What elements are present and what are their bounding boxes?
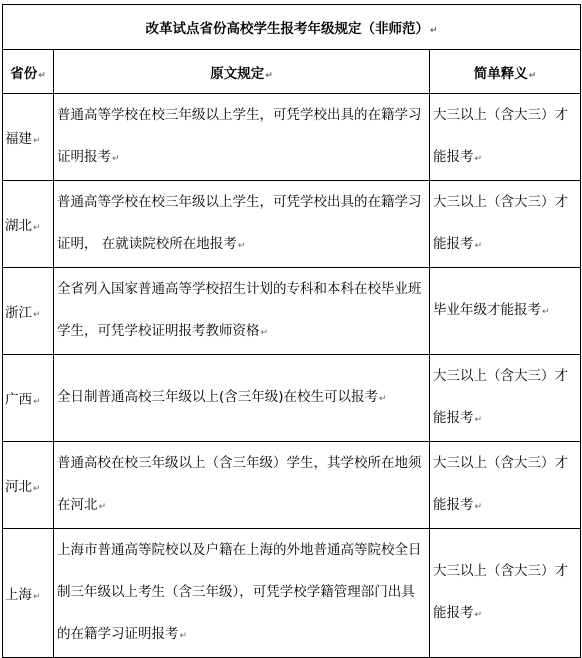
paragraph-mark: ↵	[429, 26, 438, 36]
original-cell: 普通高等学校在校三年级以上学生，可凭学校出具的在籍学习证明， 在就读院校所在地报考↵	[54, 181, 430, 268]
explanation-cell: 大三以上（含大三）才能报考↵	[430, 442, 581, 529]
table-row	[3, 181, 581, 268]
header-row	[3, 50, 581, 94]
table-title: 改革试点省份高校学生报考年级规定（非师范）	[145, 21, 429, 37]
original-cell: 全日制普通高校三年级以上(含三年级)在校生可以报考↵	[54, 355, 430, 442]
province-cell: 河北↵	[3, 442, 54, 529]
table-title-cell	[3, 5, 581, 50]
explanation-cell: 大三以上（含大三）才能报考↵	[430, 529, 581, 658]
province-cell: 浙江↵	[3, 268, 54, 355]
original-cell: 普通高校在校三年级以上（含三年级）学生，其学校所在地须在河北↵	[54, 442, 430, 529]
regulation-table	[2, 4, 581, 658]
header-explanation: 简单释义↵	[430, 50, 581, 94]
original-cell: 上海市普通高等院校以及户籍在上海的外地普通高等院校全日制三年级以上考生（含三年级），可凭学校学籍管理部门出具的在籍学习证明报考↵	[54, 529, 430, 658]
table-row	[3, 355, 581, 442]
title-row	[3, 5, 581, 50]
province-cell: 上海↵	[3, 529, 54, 658]
table-row	[3, 268, 581, 355]
table-row	[3, 529, 581, 658]
header-original: 原文规定↵	[54, 50, 430, 94]
explanation-cell: 毕业年级才能报考↵	[430, 268, 581, 355]
explanation-cell: 大三以上（含大三）才能报考↵	[430, 181, 581, 268]
original-cell: 全省列入国家普通高等学校招生计划的专科和本科在校毕业班学生，可凭学校证明报考教师资格↵	[54, 268, 430, 355]
province-cell: 福建↵	[3, 94, 54, 181]
header-province: 省份↵	[3, 50, 54, 94]
original-cell: 普通高等学校在校三年级以上学生，可凭学校出具的在籍学习证明报考↵	[54, 94, 430, 181]
explanation-cell: 大三以上（含大三）才能报考↵	[430, 355, 581, 442]
province-cell: 湖北↵	[3, 181, 54, 268]
province-cell: 广西↵	[3, 355, 54, 442]
table-row	[3, 94, 581, 181]
table-row	[3, 442, 581, 529]
explanation-cell: 大三以上（含大三）才能报考↵	[430, 94, 581, 181]
